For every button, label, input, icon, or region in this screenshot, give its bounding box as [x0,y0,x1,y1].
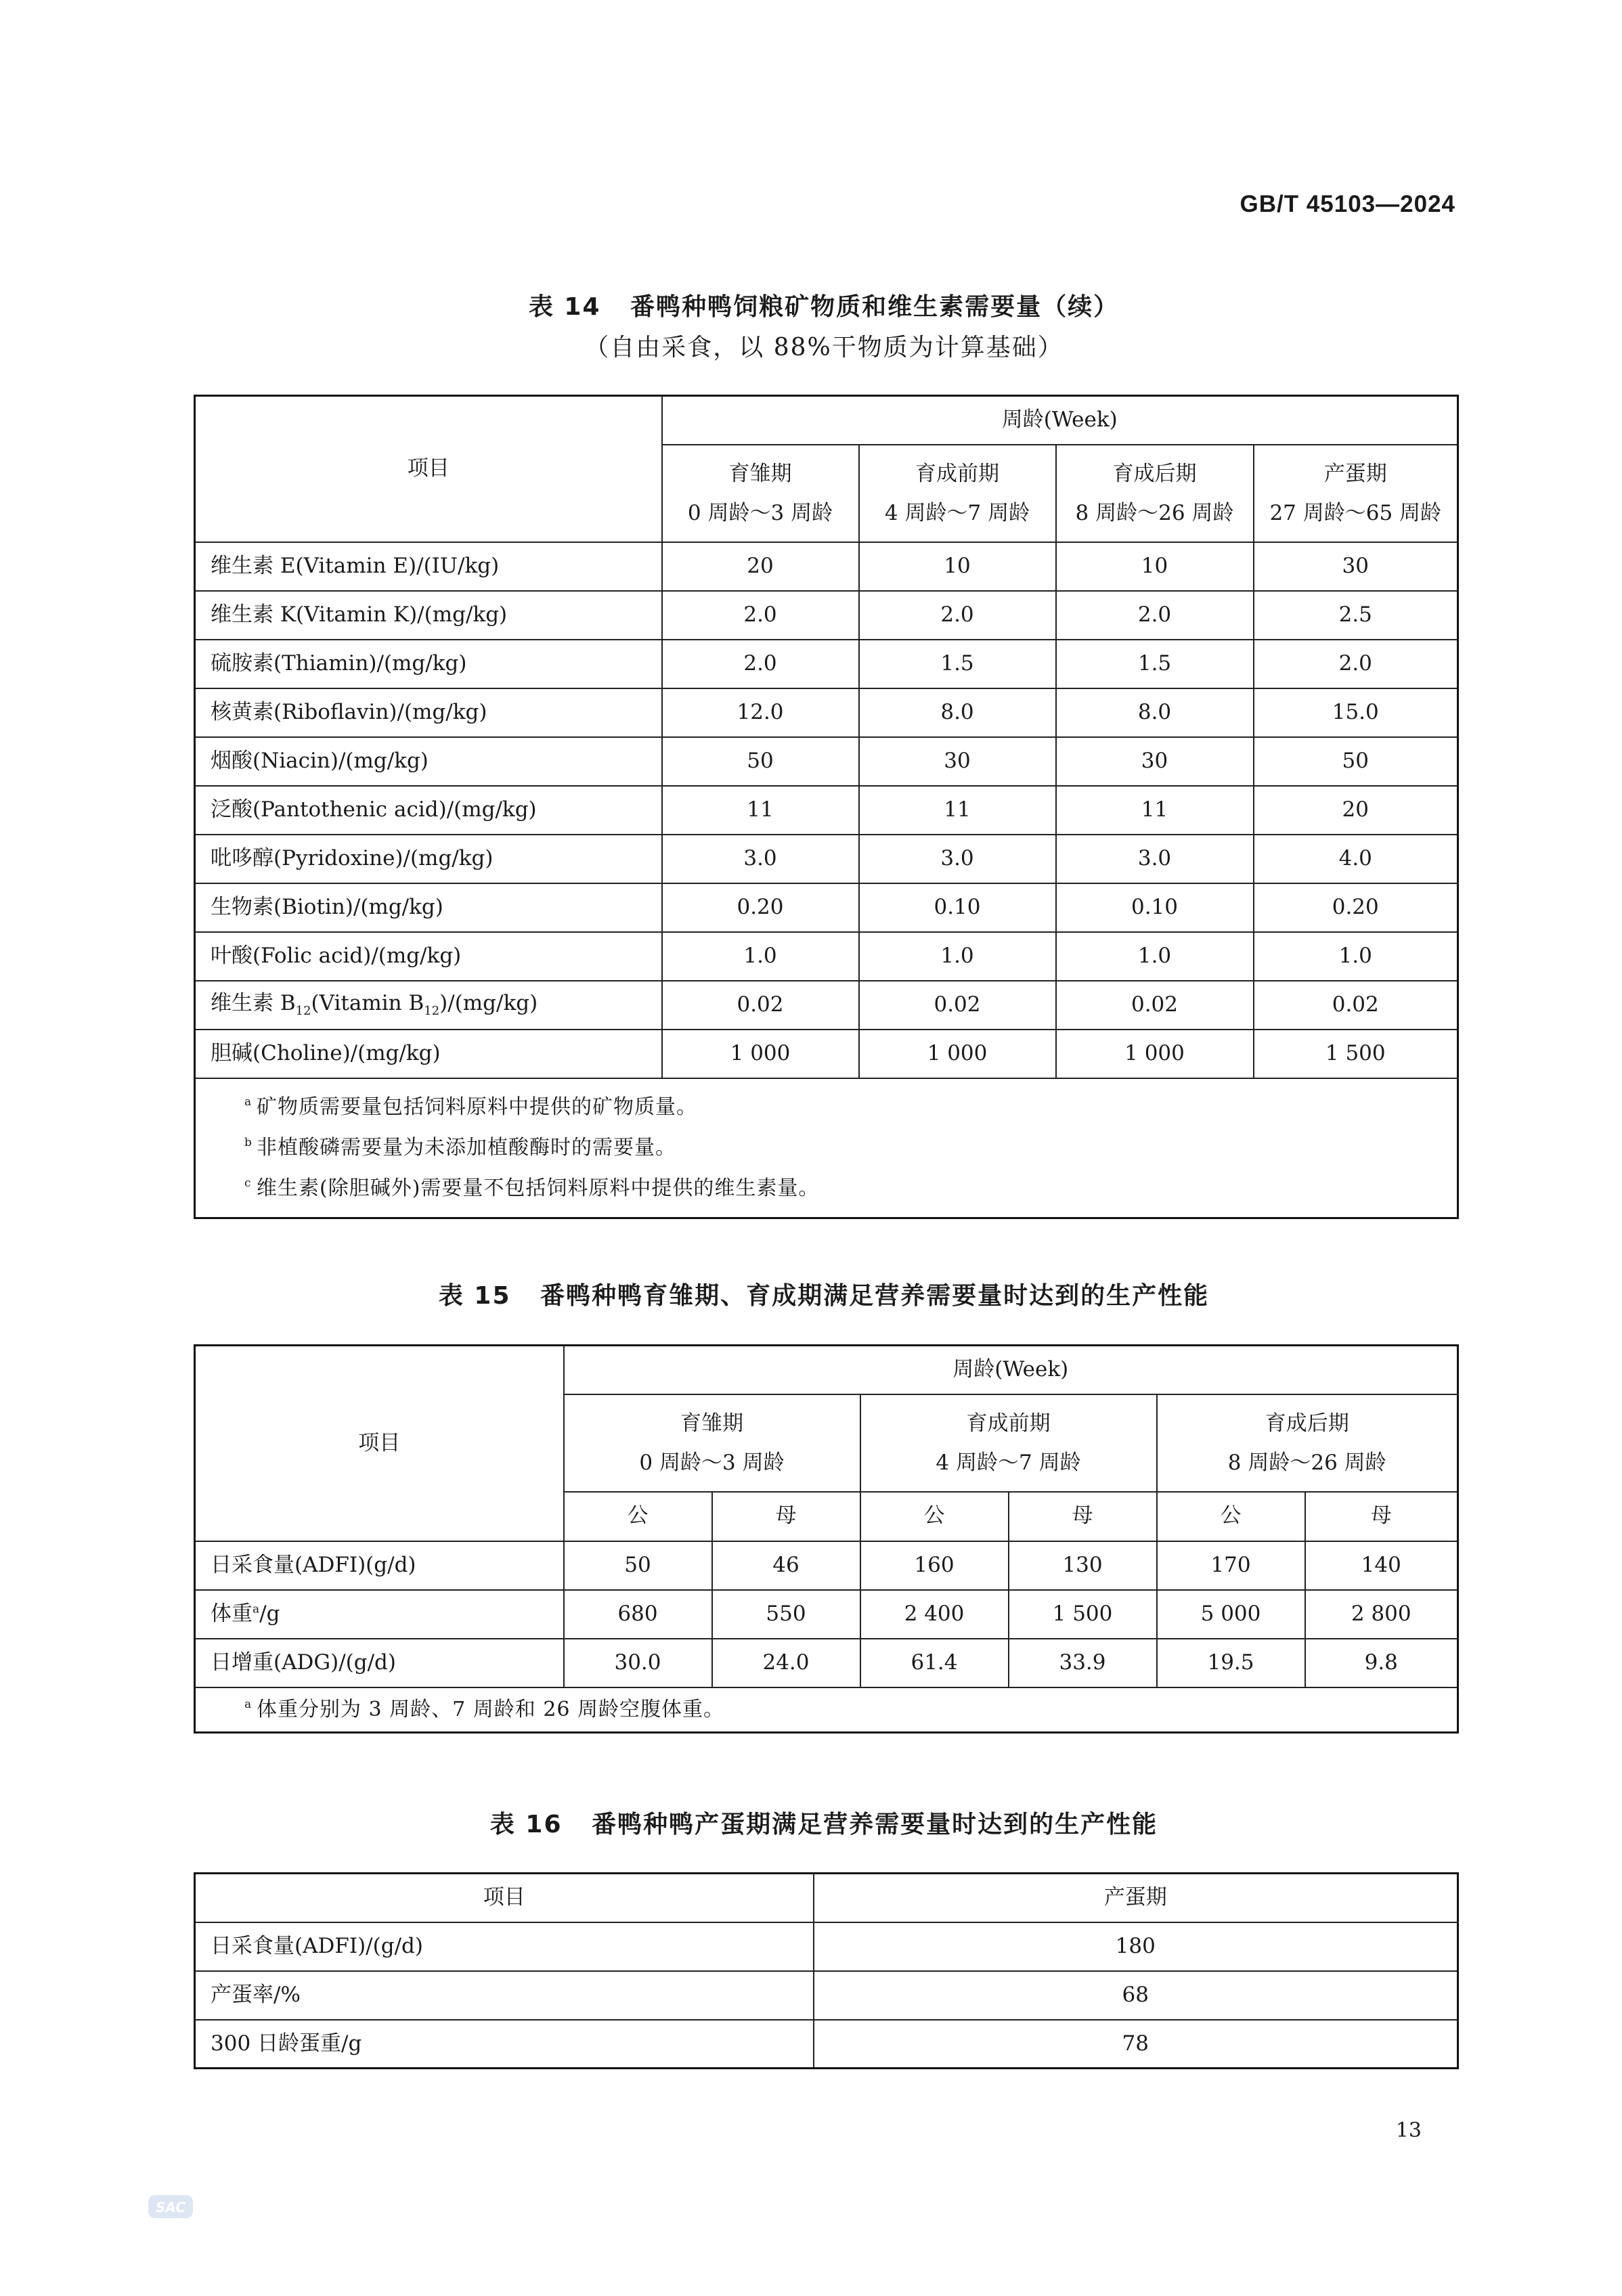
table14-stage-header: 育成后期 8 周龄～26 周龄 [1056,445,1254,542]
row-item: 300 日龄蛋重/g [195,2020,814,2069]
row-value: 550 [712,1590,860,1639]
row-value: 30.0 [564,1639,712,1687]
row-value: 1 500 [1009,1590,1157,1639]
table15-header-week: 周龄(Week) [564,1346,1458,1394]
page-number: 13 [1395,2119,1422,2142]
row-value: 180 [814,1922,1458,1971]
row-value: 10 [859,542,1056,591]
table-row [195,981,1458,1030]
table-row [195,883,1458,932]
table15-stage-header: 育成前期 4 周龄～7 周龄 [860,1394,1157,1492]
row-value: 50 [1254,737,1458,786]
table16-header-item: 项目 [195,1874,814,1922]
table15-stage-header: 育雏期 0 周龄～3 周龄 [564,1394,860,1492]
row-value: 0.02 [662,981,859,1030]
row-value: 11 [859,786,1056,835]
table-row [195,835,1458,883]
row-item: 日采食量(ADFI)(g/d) [195,1541,564,1590]
sac-logo [148,2193,195,2220]
table14-subcaption: （自由采食，以 88%干物质为计算基础） [584,334,1064,361]
table15-caption: 表 15 番鸭种鸭育雏期、育成期满足营养需要量时达到的生产性能 [438,1282,1210,1310]
table-row [195,542,1458,591]
row-value: 1.5 [1056,640,1254,688]
row-value: 1.0 [859,932,1056,981]
row-value: 3.0 [1056,835,1254,883]
row-value: 19.5 [1157,1639,1305,1687]
row-value: 5 000 [1157,1590,1305,1639]
row-value: 680 [564,1590,712,1639]
row-value: 9.8 [1305,1639,1458,1687]
table16-header-stage: 产蛋期 [814,1874,1458,1922]
row-item: 维生素 E(Vitamin E)/(IU/kg) [195,542,662,591]
table-row [195,786,1458,835]
standard-number: GB/T 45103—2024 [1240,191,1455,217]
sex-header: 公 [860,1492,1009,1541]
row-item: 维生素 $B_{12}(Vitamin$ $B_{12})/(mg/kg)$ [195,981,662,1030]
row-value: 170 [1157,1541,1305,1590]
row-value: 0.10 [859,883,1056,932]
row-value: 8.0 [1056,688,1254,737]
table-row [195,1971,1458,2020]
row-value: 0.20 [1254,883,1458,932]
row-value: 30 [1056,737,1254,786]
row-value: 11 [1056,786,1254,835]
row-value: 130 [1009,1541,1157,1590]
row-item: 日增重(ADG)/(g/d) [195,1639,564,1687]
row-value: 20 [1254,786,1458,835]
table14-stage-header: 育成前期 4 周龄～7 周龄 [859,445,1056,542]
sex-header: 母 [1305,1492,1458,1541]
row-value: 46 [712,1541,860,1590]
table14-stage-header: 产蛋期 27 周龄～65 周龄 [1254,445,1458,542]
table-row [195,591,1458,640]
row-item: 胆碱(Choline)/(mg/kg) [195,1030,662,1078]
row-value: 78 [814,2020,1458,2069]
table-row [195,737,1458,786]
row-value: 30 [1254,542,1458,591]
row-value: 8.0 [859,688,1056,737]
footnote: a 矿物质需要量包括饲料原料中提供的矿物质量。 [244,1095,697,1119]
row-item: 产蛋率/% [195,1971,814,2020]
table-row [195,932,1458,981]
table-row [195,1922,1458,1971]
row-value: 2.0 [662,640,859,688]
table15-notes [195,1687,1458,1733]
row-value: 0.20 [662,883,859,932]
table15 [194,1344,1459,1734]
table-row [195,688,1458,737]
sex-header: 公 [564,1492,712,1541]
row-value: 0.02 [1254,981,1458,1030]
table14-header-item: 项目 [195,396,662,542]
table16 [194,1872,1459,2069]
row-item: 维生素 K(Vitamin K)/(mg/kg) [195,591,662,640]
row-value: 160 [860,1541,1009,1590]
row-value: 12.0 [662,688,859,737]
row-item: 体重$^a$/g [195,1590,564,1639]
table-row [195,1639,1458,1687]
table16-caption: 表 16 番鸭种鸭产蛋期满足营养需要量时达到的生产性能 [489,1811,1158,1838]
row-value: 2.5 [1254,591,1458,640]
row-item: 核黄素(Riboflavin)/(mg/kg) [195,688,662,737]
table-row [195,640,1458,688]
row-value: 4.0 [1254,835,1458,883]
row-value: 2 400 [860,1590,1009,1639]
row-item: 硫胺素(Thiamin)/(mg/kg) [195,640,662,688]
table14-header-week: 周龄(Week) [662,396,1458,445]
row-value: 33.9 [1009,1639,1157,1687]
row-item: 烟酸(Niacin)/(mg/kg) [195,737,662,786]
row-value: 1.0 [1254,932,1458,981]
row-value: 24.0 [712,1639,860,1687]
row-value: 61.4 [860,1639,1009,1687]
row-value: 140 [1305,1541,1458,1590]
table-row [195,1590,1458,1639]
row-value: 3.0 [662,835,859,883]
row-value: 1.0 [662,932,859,981]
sac-logo-text: SAC [156,2199,185,2215]
row-value: 0.02 [1056,981,1254,1030]
footnote: b 非植酸磷需要量为未添加植酸酶时的需要量。 [244,1135,676,1160]
row-value: 50 [564,1541,712,1590]
row-value: 2.0 [859,591,1056,640]
row-value: 1 000 [1056,1030,1254,1078]
table15-header-item: 项目 [195,1346,564,1541]
row-item: 吡哆醇(Pyridoxine)/(mg/kg) [195,835,662,883]
row-value: 0.10 [1056,883,1254,932]
row-value: 1 000 [662,1030,859,1078]
row-value: 15.0 [1254,688,1458,737]
table14-caption: 表 14 番鸭种鸭饲粮矿物质和维生素需要量（续） [528,293,1120,321]
table14-stage-header: 育雏期 0 周龄～3 周龄 [662,445,859,542]
row-value: 2.0 [662,591,859,640]
row-value: 3.0 [859,835,1056,883]
row-value: 0.02 [859,981,1056,1030]
table15-stage-header: 育成后期 8 周龄～26 周龄 [1157,1394,1458,1492]
row-value: 68 [814,1971,1458,2020]
row-value: 2.0 [1056,591,1254,640]
row-value: 1.0 [1056,932,1254,981]
row-value: 30 [859,737,1056,786]
row-value: 10 [1056,542,1254,591]
row-item: 生物素(Biotin)/(mg/kg) [195,883,662,932]
sex-header: 母 [1009,1492,1157,1541]
table-row [195,1030,1458,1078]
row-value: 2 800 [1305,1590,1458,1639]
row-item: 日采食量(ADFI)/(g/d) [195,1922,814,1971]
row-value: 11 [662,786,859,835]
table14 [194,395,1459,1219]
row-value: 2.0 [1254,640,1458,688]
table-row [195,1541,1458,1590]
sex-header: 公 [1157,1492,1305,1541]
row-item: 泛酸(Pantothenic acid)/(mg/kg) [195,786,662,835]
row-value: 20 [662,542,859,591]
sex-header: 母 [712,1492,860,1541]
table14-notes [195,1078,1458,1218]
row-value: 1 000 [859,1030,1056,1078]
row-value: 1.5 [859,640,1056,688]
row-value: 1 500 [1254,1030,1458,1078]
footnote: c 维生素(除胆碱外)需要量不包括饲料原料中提供的维生素量。 [244,1176,820,1200]
row-item: 叶酸(Folic acid)/(mg/kg) [195,932,662,981]
footnote: a 体重分别为 3 周龄、7 周龄和 26 周龄空腹体重。 [244,1697,725,1721]
table-row [195,2020,1458,2069]
row-value: 50 [662,737,859,786]
